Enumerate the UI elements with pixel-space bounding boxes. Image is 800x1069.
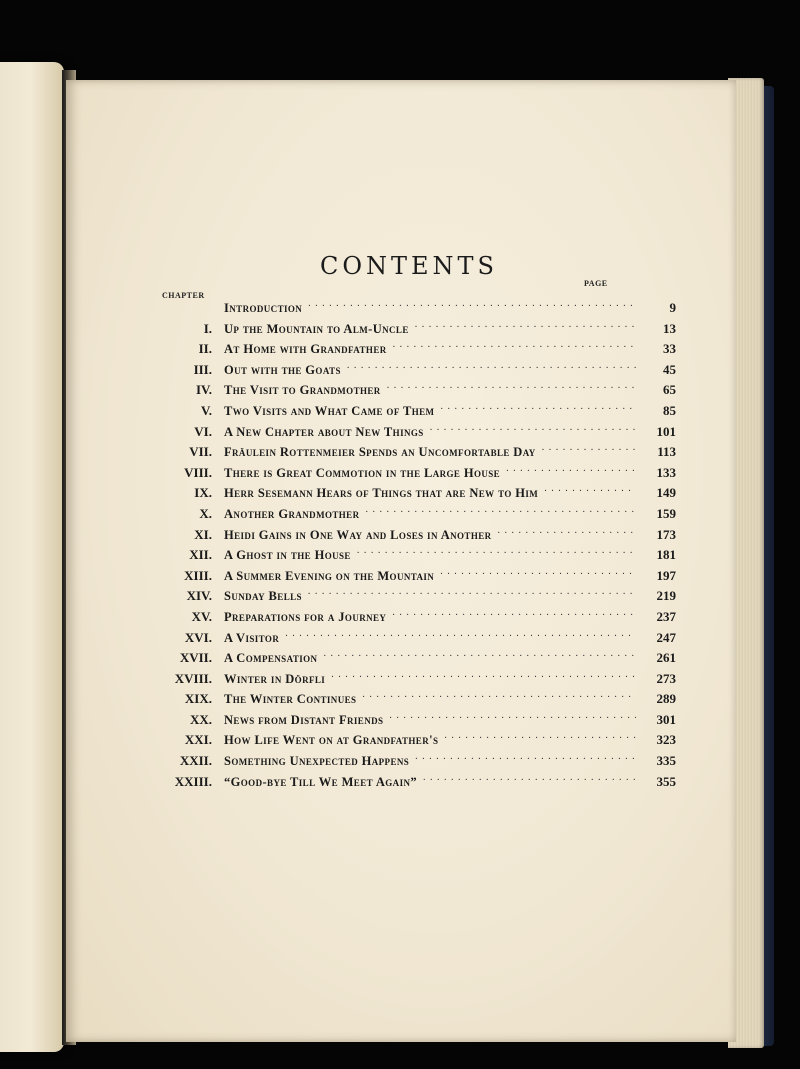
contents-row [164,506,676,527]
chapter-title: A Summer Evening on the Mountain [224,568,435,583]
dot-leader [393,341,636,353]
page-number: 197 [656,567,676,583]
page-number: 323 [656,732,676,748]
dot-leader [347,362,636,374]
chapter-number: XVIII. [174,670,212,686]
dot-leader [415,753,636,765]
contents-row [164,444,676,465]
dot-leader [308,300,636,312]
contents-row [164,609,676,630]
page-number: 113 [657,444,676,460]
chapter-title: The Winter Continues [224,692,357,707]
contents-row [164,630,676,651]
chapter-title: Out with the Goats [224,362,341,377]
chapter-number: XVII. [179,650,212,666]
page-number: 301 [656,711,676,727]
contents-row [164,382,676,403]
page-number: 9 [669,300,676,315]
contents-row [164,712,676,733]
dot-leader [415,321,636,333]
dot-leader [430,424,636,436]
chapter-number: X. [199,505,212,521]
chapter-title: The Visit to Grandmother [224,383,381,398]
chapter-title: Heidi Gains in One Way and Loses in Another [224,527,492,542]
chapter-title: Up the Mountain to Alm-Uncle [224,321,409,336]
chapter-number: V. [201,402,212,418]
chapter-title: A Compensation [224,651,318,666]
contents-row [164,362,676,383]
chapter-title: Two Visits and What Came of Them [224,403,435,418]
chapter-number: IX. [194,485,212,501]
contents-row [164,465,676,486]
dot-leader [444,732,636,744]
chapter-number: XXI. [184,732,212,748]
dot-leader [285,630,636,642]
page-number: 173 [656,526,676,542]
chapter-title: A Visitor [224,630,280,645]
chapter-number: XIII. [184,567,212,583]
contents-row [164,568,676,589]
chapter-title: At Home with Grandfather [224,342,387,357]
dot-leader [362,691,636,703]
dot-leader [440,403,636,415]
dot-leader [440,568,636,580]
chapter-number: III. [193,361,212,377]
page-number: 13 [663,320,676,336]
chapter-title: Something Unexpected Happens [224,754,410,769]
chapter-number: VI. [194,423,212,439]
chapter-number: XVI. [184,629,212,645]
page-number: 355 [656,773,676,789]
dot-leader [357,547,636,559]
chapter-title: A Ghost in the House [224,548,351,563]
contents-row [164,753,676,774]
page-number: 247 [656,629,676,645]
dot-leader [544,485,636,497]
chapter-title: Sunday Bells [224,589,302,604]
chapter-number: XI. [194,526,212,542]
dot-leader [365,506,636,518]
chapter-number: XX. [189,711,212,727]
page-number: 335 [656,753,676,769]
chapter-number: VII. [189,444,212,460]
contents-row [164,732,676,753]
contents-row [164,485,676,506]
chapter-number: IV. [195,382,212,398]
contents-row [164,341,676,362]
dot-leader [498,527,636,539]
page-number: 159 [656,505,676,521]
page-number: 289 [656,691,676,707]
chapter-title: Winter in Dörfli [224,671,326,686]
contents-row [164,527,676,548]
chapter-title: There is Great Commotion in the Large House [224,465,501,480]
contents-list [164,300,676,794]
page-number: 101 [656,423,676,439]
chapter-number: II. [198,341,212,357]
dot-leader [542,444,636,456]
chapter-title: How Life Went on at Grandfather's [224,733,439,748]
chapter-title: Herr Sesemann Hears of Things that are New to Him [224,486,539,501]
contents-page [66,80,736,1042]
page-number: 65 [663,382,676,398]
dot-leader [423,774,636,786]
contents-row [164,300,676,321]
chapter-title: “Good-bye Till We Meet Again” [224,774,418,789]
page-number: 149 [656,485,676,501]
dot-leader [389,712,636,724]
contents-row [164,774,676,795]
dot-leader [392,609,636,621]
page-number: 33 [663,341,676,357]
dot-leader [331,671,636,683]
page-number: 261 [656,650,676,666]
chapter-column-label: CHAPTER [162,291,205,300]
page-title: CONTENTS [319,252,498,280]
chapter-title: Introduction [224,301,303,315]
page-number: 237 [656,608,676,624]
chapter-title: Preparations for a Journey [224,609,387,624]
chapter-title: Another Grandmother [224,506,360,521]
page-column-label: PAGE [584,279,608,288]
page-number: 85 [663,402,676,418]
page-number: 133 [656,464,676,480]
chapter-number: XII. [189,547,212,563]
page-number: 45 [663,361,676,377]
chapter-number: I. [203,320,212,336]
contents-row [164,650,676,671]
chapter-number: XIX. [184,691,212,707]
dot-leader [387,382,636,394]
chapter-number: XXIII. [174,773,212,789]
contents-row [164,588,676,609]
dot-leader [308,588,636,600]
chapter-title: A New Chapter about New Things [224,424,424,439]
chapter-number: XV. [191,608,212,624]
contents-row [164,424,676,445]
contents-row [164,547,676,568]
contents-row [164,691,676,712]
dot-leader [506,465,636,477]
chapter-number: VIII. [184,464,212,480]
contents-row [164,671,676,692]
dot-leader [323,650,636,662]
chapter-number: XIV. [186,588,212,604]
chapter-title: Fräulein Rottenmeier Spends an Uncomfortable Day [224,445,536,460]
page-number: 273 [656,670,676,686]
left-page [0,62,64,1052]
page-number: 219 [656,588,676,604]
chapter-number: XXII. [179,753,212,769]
chapter-title: News from Distant Friends [224,712,384,727]
contents-row [164,403,676,424]
page-number: 181 [656,547,676,563]
contents-row [164,321,676,342]
